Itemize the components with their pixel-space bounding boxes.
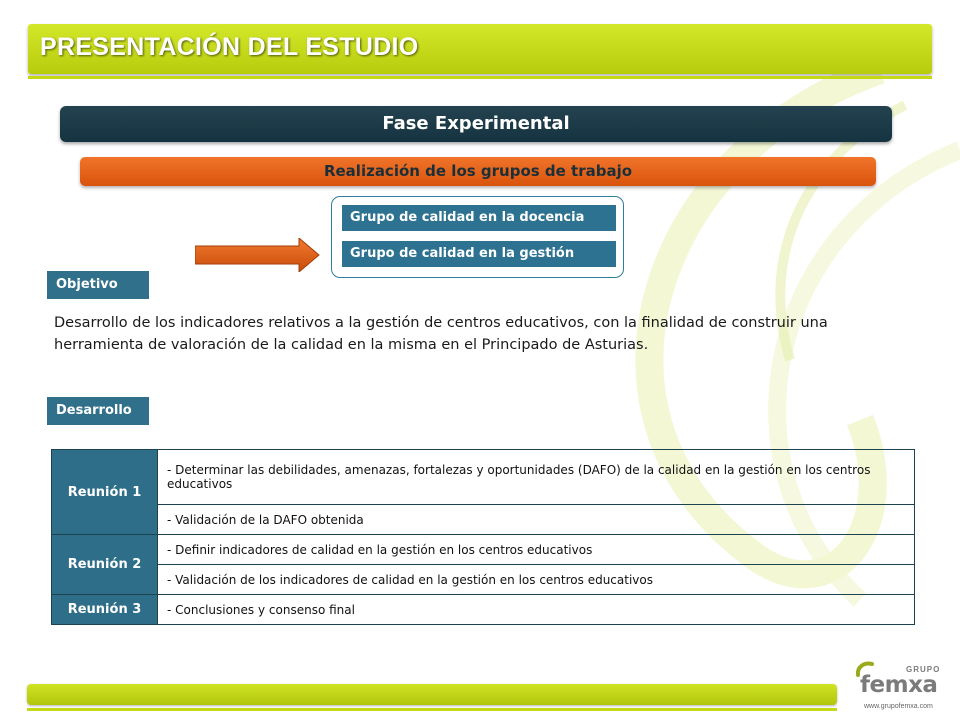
page-title: PRESENTACIÓN DEL ESTUDIO [40,33,419,61]
table-row [52,505,915,535]
logo-group-text: GRUPO [906,665,941,674]
table-row [52,450,915,505]
meeting-2-task-2: - Validación de los indicadores de calidad en la gestión en los centros educativos [158,565,915,595]
meeting-3-task-1: - Conclusiones y consenso final [158,595,915,625]
meeting-1-task-2: - Validación de la DAFO obtenida [158,505,915,535]
title-bar [28,24,932,74]
footer-underline [27,708,837,711]
meeting-2-task-1: - Definir indicadores de calidad en la gestión en los centros educativos [158,535,915,565]
subphase-banner: Realización de los grupos de trabajo [80,157,876,186]
table-row [52,535,915,565]
femxa-logo [848,656,948,716]
group-item-docencia: Grupo de calidad en la docencia [342,205,616,231]
development-label: Desarrollo [47,397,149,425]
meeting-1-task-1: - Determinar las debilidades, amenazas, fortalezas y oportunidades (DAFO) de la calidad en la gestión en los centros educativos [158,450,915,505]
logo-url-text: www.grupofemxa.com [864,703,933,710]
table-row [52,595,915,625]
logo-brand-text: femxa [860,672,938,698]
objective-text: Desarrollo de los indicadores relativos a la gestión de centros educativos, con la finalidad de construir una herramienta de valoración de la calidad en la misma en el Principado de Asturias. [54,315,828,353]
meeting-2-cell: Reunión 2 [52,535,158,595]
meeting-3-cell: Reunión 3 [52,595,158,625]
meetings-table [51,449,915,625]
arrow-right-icon [195,238,323,272]
title-underline [28,76,932,79]
table-row [52,565,915,595]
footer-bar [27,684,837,705]
meeting-1-cell: Reunión 1 [52,450,158,535]
group-item-gestion: Grupo de calidad en la gestión [342,241,616,267]
phase-banner: Fase Experimental [60,106,892,142]
groups-box [331,196,624,278]
objective-label: Objetivo [47,271,149,299]
